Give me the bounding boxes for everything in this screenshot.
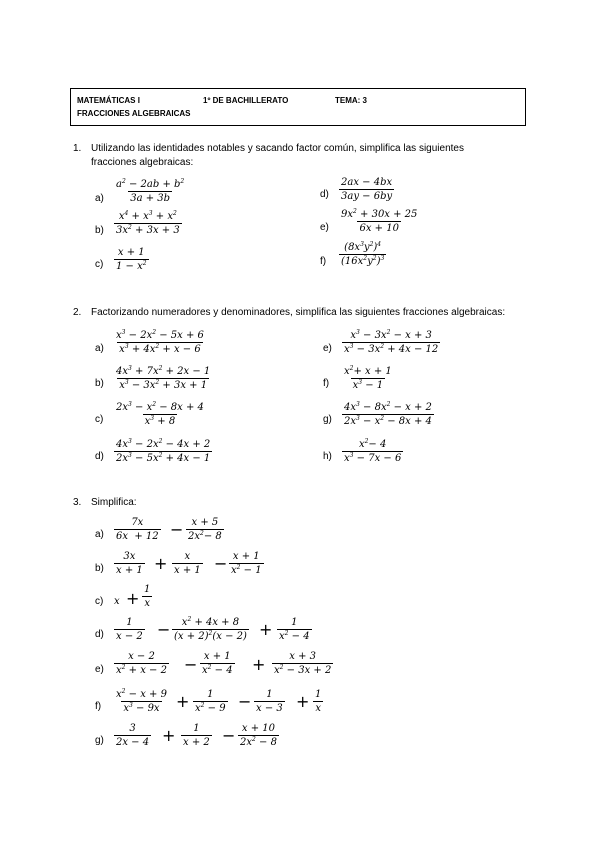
q3e-term3: $\frac{x + 3}{x^2 - 3x + 2}$ bbox=[274, 651, 332, 676]
q3d-term2: $\frac{x^2 + 4x + 8}{(x + 2)^2(x - 2)}$ bbox=[174, 616, 247, 642]
q3e-op2: + bbox=[252, 655, 266, 674]
q3-instruction: Simplifica: bbox=[91, 497, 137, 508]
q1-number: 1. bbox=[73, 143, 82, 154]
q1-fraction-f: $\frac{(8x^3y^2)^4}{(16x^2y^2)^3}$ bbox=[341, 241, 385, 267]
q1-label-f: f) bbox=[320, 256, 327, 267]
q2-fraction-c: $\frac{2x^3 - x^2 - 8x + 4}{x^3 + 8}$ bbox=[116, 401, 204, 427]
q2-label-b: b) bbox=[95, 378, 104, 389]
q3e-op1: − bbox=[184, 655, 198, 674]
q3f-term2: $\frac{1}{x^2 - 9}$ bbox=[195, 689, 226, 714]
q2-instruction: Factorizando numeradores y denominadores, simplifica las siguientes fracciones algebraicas: bbox=[91, 307, 506, 318]
course-label: 1º DE BACHILLERATO bbox=[203, 96, 289, 105]
q2-label-g: g) bbox=[323, 414, 332, 425]
q3g-op1: + bbox=[162, 726, 176, 745]
subject-label: MATEMÁTICAS I bbox=[77, 96, 140, 105]
q3d-op1: − bbox=[157, 620, 171, 639]
q3b-term1: $\frac{3x}{x + 1}$ bbox=[116, 551, 143, 576]
q3e-term2: $\frac{x + 1}{x^2 - 4}$ bbox=[202, 651, 233, 676]
header-box bbox=[70, 88, 526, 126]
q1-instruction-line1: Utilizando las identidades notables y sacando factor común, simplifica las siguientes bbox=[91, 143, 464, 154]
q3f-op1: + bbox=[176, 692, 190, 711]
q1-label-d: d) bbox=[320, 189, 329, 200]
q1-fraction-c: $\frac{x + 1}{1 - x^2}$ bbox=[116, 247, 147, 272]
q2-fraction-e: $\frac{x^3 - 3x^2 - x + 3}{x^3 - 3x^2 + 4x - 12}$ bbox=[344, 329, 439, 355]
q3f-op2: − bbox=[238, 692, 252, 711]
q2-fraction-a: $\frac{x^3 - 2x^2 - 5x + 6}{x^3 + 4x^2 + x - 6}$ bbox=[116, 329, 204, 355]
q1-instruction-line2: fracciones algebraicas: bbox=[91, 157, 194, 168]
q2-label-e: e) bbox=[323, 343, 332, 354]
q3b-term2: $\frac{x}{x + 1}$ bbox=[174, 551, 201, 576]
q1-label-c: c) bbox=[95, 259, 104, 270]
q3b-op2: − bbox=[214, 554, 228, 573]
q3f-op3: + bbox=[296, 692, 310, 711]
topic-label: TEMA: 3 bbox=[335, 96, 367, 105]
q3-label-d: d) bbox=[95, 629, 104, 640]
q3c-term2: $\frac{1}{x}$ bbox=[144, 584, 151, 609]
q3c-term1: x bbox=[114, 596, 120, 607]
q2-number: 2. bbox=[73, 307, 82, 318]
q3c-op1: + bbox=[126, 589, 140, 608]
q3b-term3: $\frac{x + 1}{x^2 - 1}$ bbox=[231, 551, 262, 576]
q3g-term2: $\frac{1}{x + 2}$ bbox=[183, 723, 210, 748]
q3g-op2: − bbox=[222, 726, 236, 745]
q2-label-f: f) bbox=[323, 378, 330, 389]
q1-label-b: b) bbox=[95, 225, 104, 236]
q1-fraction-d: $\frac{2ax - 4bx}{3ay - 6by}$ bbox=[341, 177, 393, 202]
q3-label-a: a) bbox=[95, 529, 104, 540]
q2-label-a: a) bbox=[95, 343, 104, 354]
q2-label-d: d) bbox=[95, 451, 104, 462]
q3b-op1: + bbox=[154, 554, 168, 573]
q3-label-f: f) bbox=[95, 701, 102, 712]
q3f-term1: $\frac{x^2 - x + 9}{x^3 - 9x}$ bbox=[116, 688, 167, 714]
q3g-term1: $\frac{3}{2x - 4}$ bbox=[116, 723, 150, 748]
q1-label-e: e) bbox=[320, 222, 329, 233]
q1-fraction-b: $\frac{x^4 + x^3 + x^2}{3x^2 + 3x + 3}$ bbox=[116, 210, 180, 236]
q3e-term1: $\frac{x - 2}{x^2 + x - 2}$ bbox=[116, 651, 167, 676]
unit-label: FRACCIONES ALGEBRAICAS bbox=[77, 109, 191, 118]
q1-fraction-e: $\frac{9x^2 + 30x + 25}{6x + 10}$ bbox=[341, 208, 418, 234]
q2-label-c: c) bbox=[95, 414, 104, 425]
q3g-term3: $\frac{x + 10}{2x^2 - 8}$ bbox=[240, 723, 277, 748]
q3f-term3: $\frac{1}{x - 3}$ bbox=[256, 689, 283, 714]
q2-label-h: h) bbox=[323, 451, 332, 462]
q3f-term4: $\frac{1}{x}$ bbox=[315, 689, 322, 714]
q3a-term1: $\frac{7x}{6x + 12}$ bbox=[116, 517, 159, 542]
q3-number: 3. bbox=[73, 497, 82, 508]
q3-label-g: g) bbox=[95, 735, 104, 746]
q2-fraction-f: $\frac{x^2+ x + 1}{x^3 - 1}$ bbox=[344, 365, 392, 391]
q3a-term2: $\frac{x + 5}{2x^2- 8}$ bbox=[188, 517, 222, 542]
q2-fraction-b: $\frac{4x^3 + 7x^2 + 2x - 1}{x^3 - 3x^2 + 3x + 1}$ bbox=[116, 365, 211, 391]
q1-label-a: a) bbox=[95, 193, 104, 204]
q3-label-e: e) bbox=[95, 664, 104, 675]
q1-fraction-a: $\frac{a^2 - 2ab + b^2}{3a + 3b}$ bbox=[116, 178, 185, 204]
q2-fraction-g: $\frac{4x^3 - 8x^2 - x + 2}{2x^3 - x^2 - 8x + 4}$ bbox=[344, 401, 432, 427]
q3d-term3: $\frac{1}{x^2 - 4}$ bbox=[279, 617, 310, 642]
q3-label-c: c) bbox=[95, 596, 104, 607]
q3-label-b: b) bbox=[95, 563, 104, 574]
q3d-term1: $\frac{1}{x - 2}$ bbox=[116, 617, 143, 642]
q2-fraction-d: $\frac{4x^3 - 2x^2 - 4x + 2}{2x^3 - 5x^2 + 4x - 1}$ bbox=[116, 438, 211, 464]
q3a-op1: − bbox=[170, 520, 184, 539]
q2-fraction-h: $\frac{x^2- 4}{x^3 - 7x - 6}$ bbox=[344, 438, 402, 464]
q3d-op2: + bbox=[259, 620, 273, 639]
